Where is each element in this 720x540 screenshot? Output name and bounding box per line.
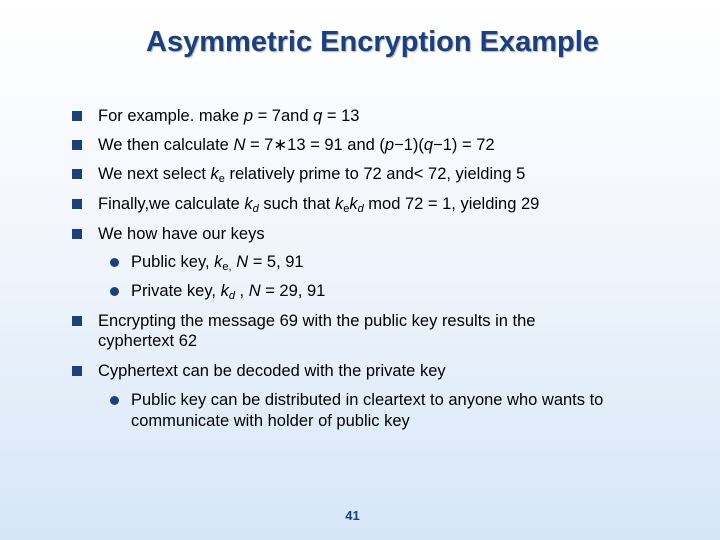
bullet-6-text: Encrypting the message 69 with the public key results in the cyphertext 62 [98, 312, 536, 350]
square-bullet-icon [72, 111, 82, 121]
bullet-4 [72, 194, 539, 219]
square-bullet-icon [72, 366, 82, 376]
square-bullet-icon [72, 229, 82, 239]
bullet-3 [72, 164, 525, 189]
square-bullet-icon [72, 316, 82, 326]
square-bullet-icon [72, 169, 82, 179]
public-key-text: Public key, $k_{e,}$ N = 5, 91 [131, 253, 304, 273]
bullet-7-text: Cyphertext can be decoded with the private key [98, 362, 446, 380]
round-bullet-icon [110, 287, 119, 296]
bullet-7 [72, 361, 446, 381]
square-bullet-icon [72, 140, 82, 150]
sub-bullet-distribution [110, 390, 630, 432]
bullet-1-text: For example. make p = 7and q = 13 [98, 107, 360, 125]
private-key-text: Private key, $k_d$ , N = 29, 91 [131, 282, 326, 302]
bullet-2 [72, 135, 495, 155]
bullet-1 [72, 106, 359, 126]
bullet-5-text: We how have our keys [98, 225, 265, 243]
slide-title: Asymmetric Encryption Example [146, 26, 599, 58]
sub-bullet-public-key [110, 252, 304, 278]
bullet-4-text: Finally,we calculate $k_d$ such that $k_ek_d$ mod 72 = 1, yielding 29 [98, 195, 540, 215]
distribution-text: Public key can be distributed in cleartext to anyone who wants to communicate with holder of public key [131, 391, 604, 430]
bullet-5 [72, 224, 265, 244]
page-number: 41 [345, 508, 360, 523]
round-bullet-icon [110, 396, 119, 405]
bullet-6 [72, 311, 592, 351]
sub-bullet-private-key [110, 281, 325, 307]
square-bullet-icon [72, 199, 82, 209]
round-bullet-icon [110, 258, 119, 267]
bullet-3-text: We next select $k_e$ relatively prime to 72 and< 72, yielding 5 [98, 165, 526, 185]
bullet-2-text: We then calculate N = 7∗13 = 91 and (p−1)(q−1) = 72 [98, 136, 495, 154]
